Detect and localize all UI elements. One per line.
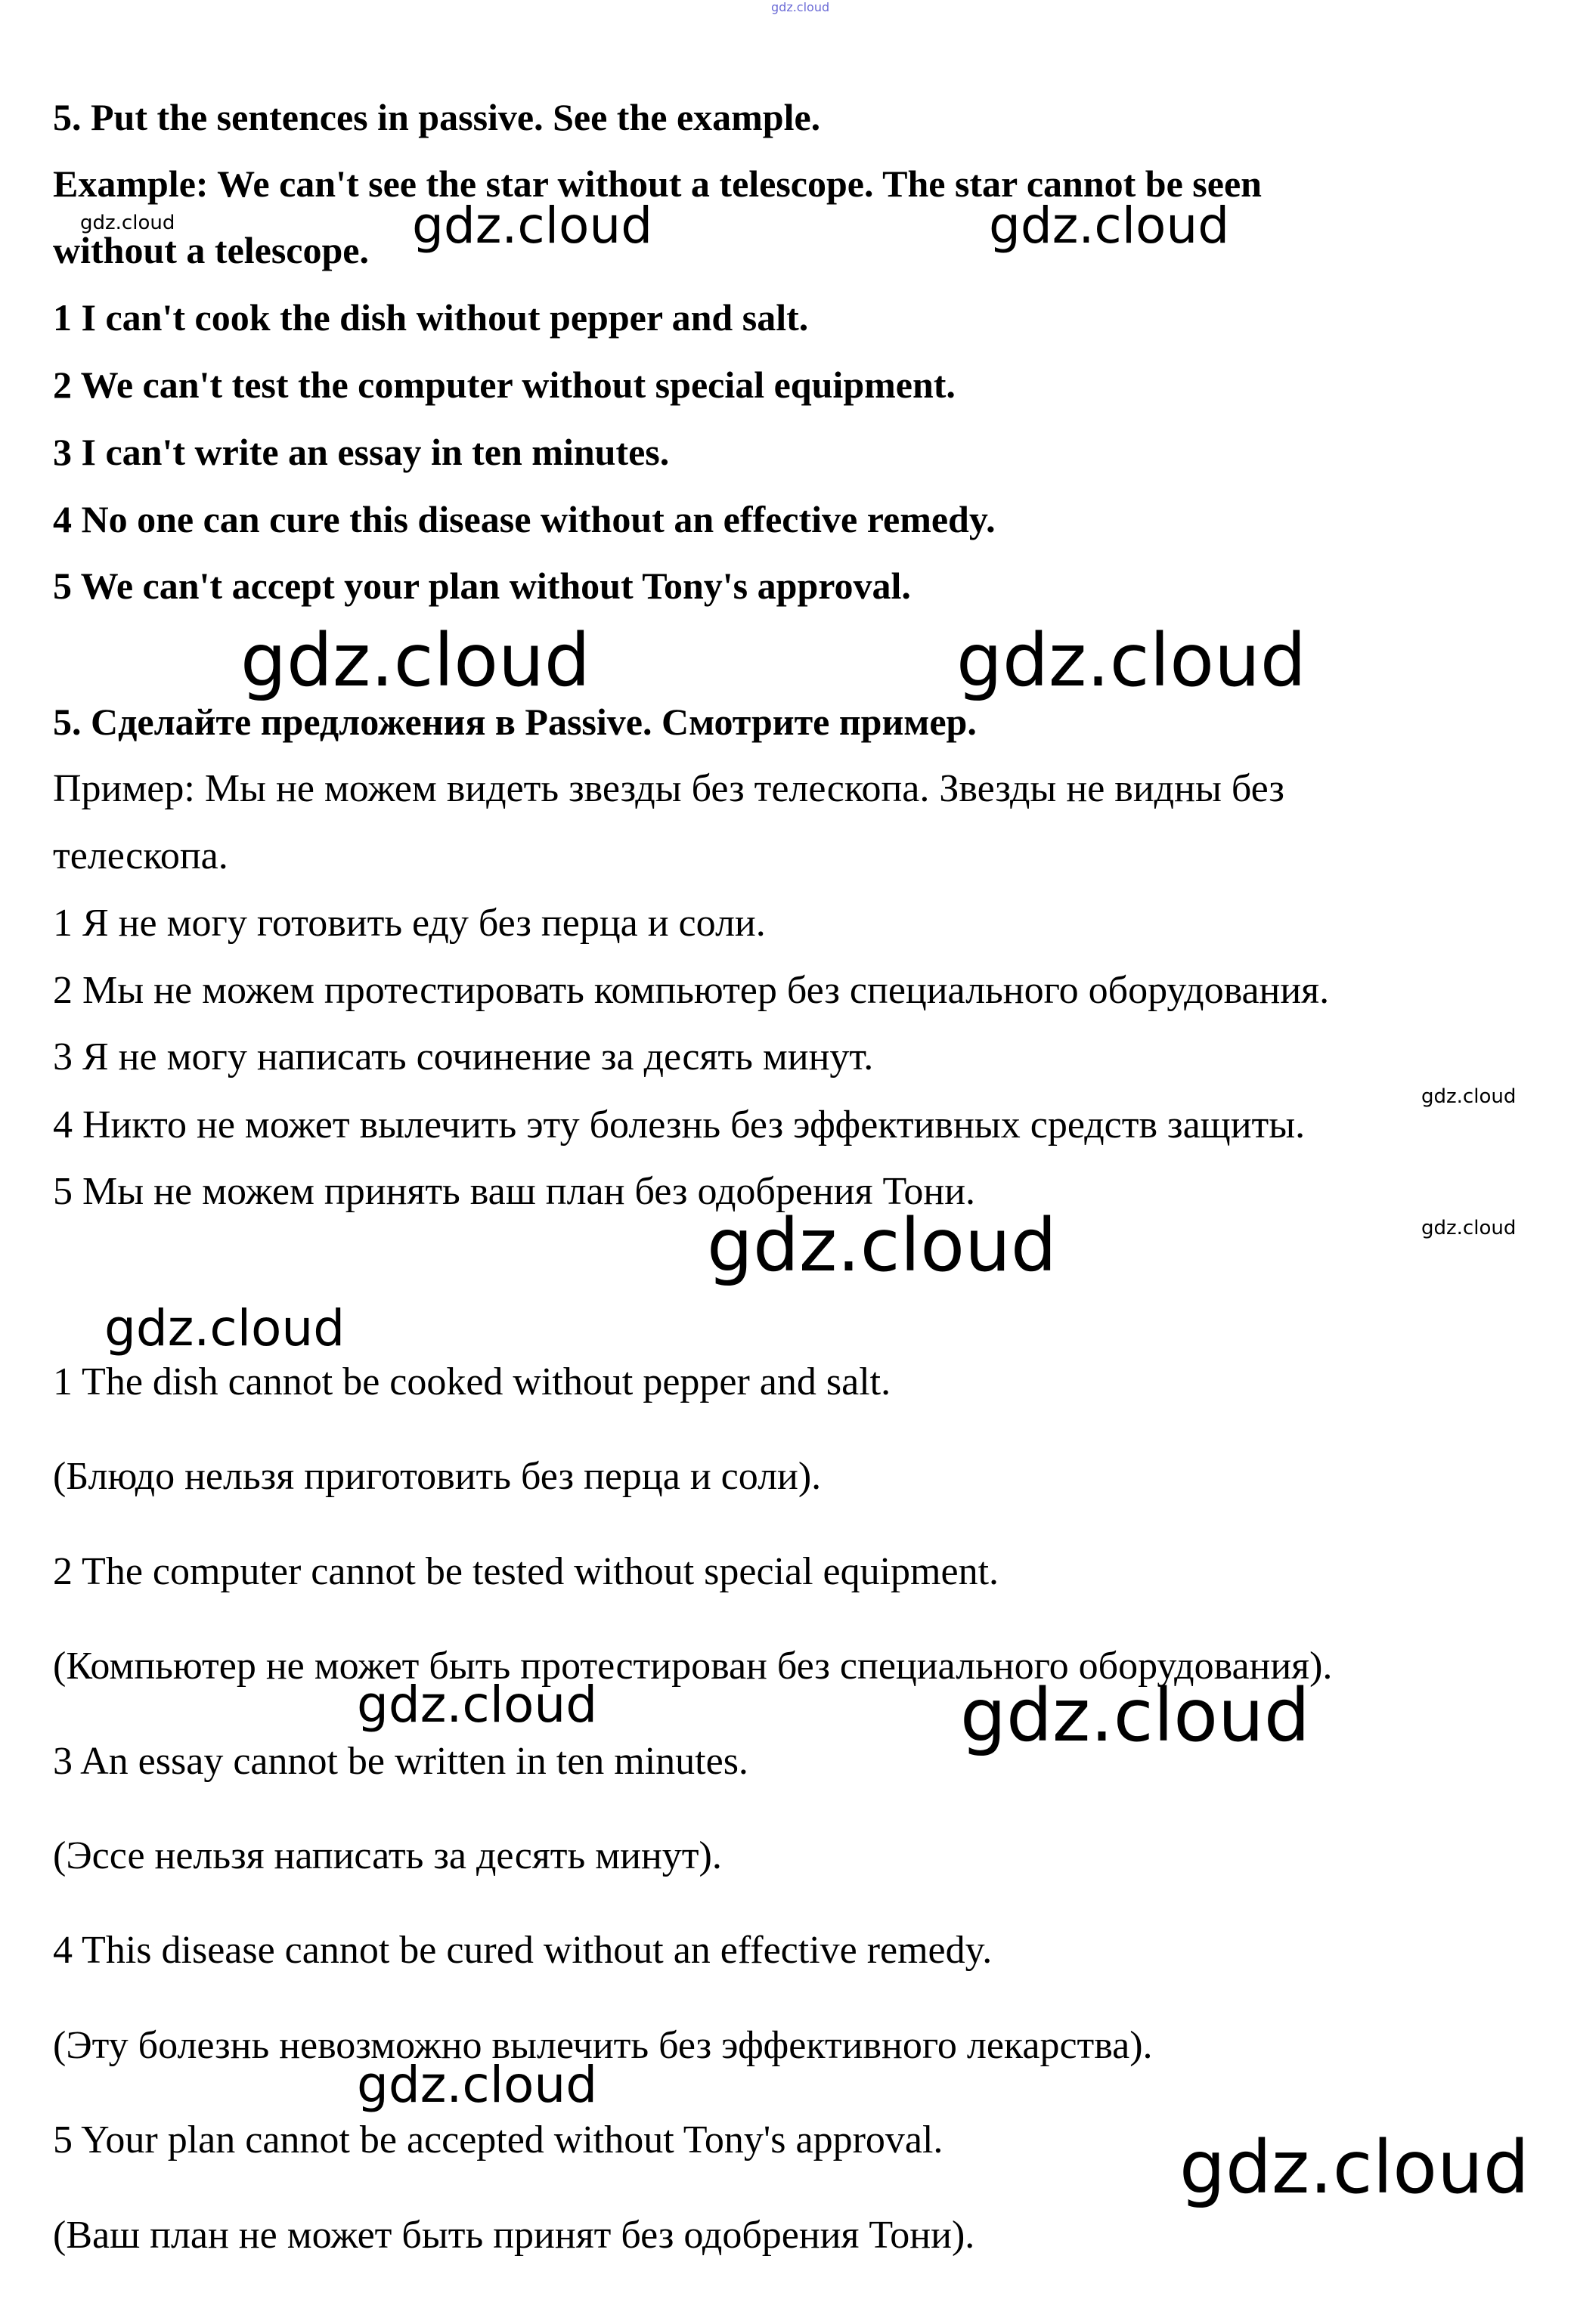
watermark: gdz.cloud: [1421, 1217, 1517, 1239]
watermark: gdz.cloud: [240, 618, 590, 703]
answer-en-4: 4 This disease cannot be cured without an effective remedy.: [53, 1929, 993, 1972]
example-en-line1: Example: We can't see the star without a telescope. The star cannot be seen: [53, 162, 1262, 205]
answer-ru-1: (Блюдо нельзя приготовить без перца и соли).: [53, 1455, 822, 1498]
watermark: gdz.cloud: [956, 618, 1306, 703]
example-en-line2: without a telescope.: [53, 229, 369, 271]
exercise-heading-en: 5. Put the sentences in passive. See the example.: [53, 96, 821, 138]
answer-ru-2: (Компьютер не может быть протестирован без специального оборудования).: [53, 1645, 1333, 1688]
answer-en-3: 3 An essay cannot be written in ten minutes.: [53, 1740, 748, 1783]
exercise-item-en-3: 3 I can't write an essay in ten minutes.: [53, 431, 670, 473]
answer-ru-4: (Эту болезнь невозможно вылечить без эффективного лекарства).: [53, 2024, 1153, 2067]
watermark-top: gdz.cloud: [771, 0, 830, 14]
watermark: gdz.cloud: [412, 197, 653, 255]
exercise-item-ru-5: 5 Мы не можем принять ваш план без одобрения Тони.: [53, 1170, 976, 1213]
watermark: gdz.cloud: [357, 1676, 598, 1734]
exercise-item-en-4: 4 No one can cure this disease without an effective remedy.: [53, 498, 996, 540]
answer-en-2: 2 The computer cannot be tested without special equipment.: [53, 1550, 999, 1593]
answer-ru-5: (Ваш план не может быть принят без одобрения Тони).: [53, 2214, 975, 2257]
watermark: gdz.cloud: [80, 212, 175, 234]
watermark: gdz.cloud: [357, 2056, 598, 2114]
exercise-item-ru-1: 1 Я не могу готовить еду без перца и соли.: [53, 902, 766, 945]
answer-ru-3: (Эссе нельзя написать за десять минут).: [53, 1834, 722, 1877]
exercise-item-ru-3: 3 Я не могу написать сочинение за десять минут.: [53, 1035, 874, 1078]
example-ru-line1: Пример: Мы не можем видеть звезды без телескопа. Звезды не видны без: [53, 767, 1284, 810]
watermark: gdz.cloud: [1179, 2125, 1529, 2210]
exercise-item-en-2: 2 We can't test the computer without special equipment.: [53, 364, 956, 406]
watermark: gdz.cloud: [104, 1299, 345, 1357]
exercise-heading-ru: 5. Сделайте предложения в Passive. Смотрите пример.: [53, 701, 977, 743]
exercise-item-ru-4: 4 Никто не может вылечить эту болезнь без эффективных средств защиты.: [53, 1103, 1306, 1147]
watermark: gdz.cloud: [707, 1203, 1057, 1288]
exercise-item-ru-2: 2 Мы не можем протестировать компьютер без специального оборудования.: [53, 969, 1330, 1012]
exercise-item-en-1: 1 I can't cook the dish without pepper and salt.: [53, 296, 809, 339]
answer-en-1: 1 The dish cannot be cooked without pepper and salt.: [53, 1360, 891, 1403]
watermark: gdz.cloud: [1421, 1085, 1517, 1108]
watermark: gdz.cloud: [989, 197, 1230, 255]
example-ru-line2: телескопа.: [53, 834, 228, 877]
exercise-item-en-5: 5 We can't accept your plan without Tony's approval.: [53, 565, 911, 607]
watermark: gdz.cloud: [960, 1673, 1310, 1758]
answer-en-5: 5 Your plan cannot be accepted without Tony's approval.: [53, 2118, 943, 2162]
